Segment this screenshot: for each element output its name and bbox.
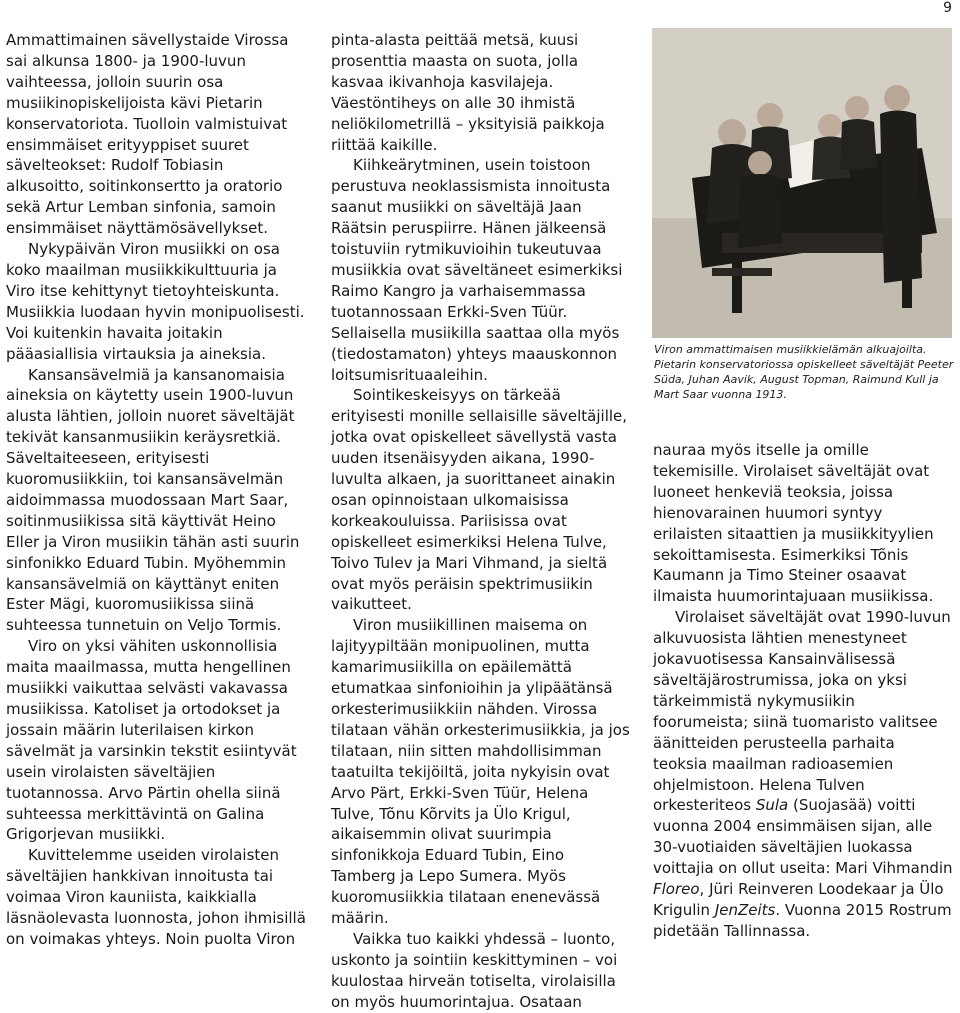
- photo-caption: [654, 342, 954, 402]
- page-number: 9: [943, 0, 952, 16]
- paragraph: nauraa myös itselle ja omille tekemisille. Virolaiset säveltäjät ovat luoneet henkeviä teoksia, joissa hienovarainen huumori syntyy erilaisten sitaattien ja musiikkityylien sekoittamisesta. Esimerkiksi Tõnis Kaumann ja Timo Steiner osaavat ilmaista huumorintajuaan musiikissa.: [653, 441, 934, 606]
- caption-text: Viron ammattimaisen musiikkielämän alkuajoilta. Pietarin konservatoriossa opiskelleet säveltäjät Peeter Süda, Juhan Aavik, August Topman, Raimund Kull ja Mart Saar vuonna 1913.: [654, 343, 954, 401]
- text-column-3: [653, 440, 953, 942]
- paragraph: [653, 607, 953, 942]
- paragraph: Kuvittelemme useiden virolaisten säveltäjien hankkivan innoitusta tai voimaa Viron kauniista, kaikkialla läsnäolevasta luonnosta, johon ihmisillä on voimakas yhteys. Noin puolta Viron: [6, 846, 306, 948]
- work-title: JenZeits: [714, 900, 776, 919]
- paragraph: Sointikeskeisyys on tärkeää erityisesti monille sellaisille säveltäjille, jotka ovat opiskelleet sävellystä vasta uuden itsenäisyyden aikana, 1990-luvulta alkaen, ja suorittaneet ainakin osan opinnoistaan ulkomaisissa korkeakouluissa. Pariisissa ovat opiskelleet esimerkiksi Helena Tulve, Toivo Tulev ja Mari Vihmand, ja sieltä ovat myös peräisin spektrimusiikin vaikutteet.: [331, 386, 628, 614]
- paragraph: Kansansävelmiä ja kansanomaisia aineksia on käytetty usein 1900-luvun alusta lähtien, jolloin nuoret säveltäjät tekivät kansanmusiikin keräysretkiä. Säveltaiteeseen, erityisesti kuoromusiikkiin, toi kansansävelmän aidoimmassa muodossaan Mart Saar, soitinmusiikissa sitä käyttivät Heino Eller ja Viron musiikin tähän asti suurin sinfonikko Eduard Tubin. Myöhemmin kansansävelmiä on käyttänyt eniten Ester Mägi, kuoromusiikissa siinä suhteessa tunnetuin on Veljo Tormis.: [6, 365, 300, 635]
- work-title: Floreo: [653, 880, 700, 899]
- paragraph: Nykypäivän Viron musiikki on osa koko maailman musiikkikulttuuria ja Viro itse kehittynyt tietoyhteiskunta. Musiikkia luodaan hyvin monipuolisesti. Voi kuitenkin havaita joitakin pääasiallisia virtauksia ja aineksia.: [6, 240, 305, 363]
- text-run: (Suojasää) voitti vuonna 2004 ensimmäisen sijan, alle 30-vuotiaiden säveltäjien luokassa voittajia on ollut useita: Mari Vihmandin: [653, 796, 953, 878]
- paragraph: Kiihkeärytminen, usein toistoon perustuva neoklassismista innoitusta saanut musiikki on säveltäjä Jaan Räätsin peruspiirre. Hänen jälkeensä toistuviin rytmikuvioihin tukeutuvaa musiikkia ovat säveltäneet esimerkiksi Raimo Kangro ja varhaisemmassa tuotannossaan Erkki-Sven Tüür. Sellaisella musiikilla saattaa olla myös (tiedostamaton) yhteys maauskonnon loitsumisrituaaleihin.: [331, 156, 623, 384]
- photo-illustration: [652, 28, 952, 338]
- text-run: Virolaiset säveltäjät ovat 1990-luvun alkuvuosista lähtien menestyneet jokavuotisessa Kansainvälisessä säveltäjärostrumissa, joka on yksi tärkeimmistä nykymusiikin foorumeista; siinä tuomaristo valitsee äänitteiden perusteella parhaita teoksia maailman radioasemien ohjelmistoon. Helena Tulven orkesteriteos: [653, 608, 951, 815]
- text-run: . Vuonna 2015 Rostrum pidetään Tallinnassa.: [653, 900, 952, 940]
- paragraph: Viron musiikillinen maisema on lajityypiltään monipuolinen, mutta kamarimusiikilla on epäilemättä etumatkaa sinfonioihin ja ylipäätänsä orkesterimusiikkiin nähden. Virossa tilataan vähän orkesterimusiikkia, ja jos tilataan, niin sitten mahdollisimman taatuilta tekijöiltä, joita nykyisin ovat Arvo Pärt, Erkki-Sven Tüür, Helena Tulve, Tõnu Kõrvits ja Ülo Krigul, aikaisemmin olivat suurimpia sinfonikkoja Eduard Tubin, Eino Tamberg ja Lepo Sumera. Myös kuoromusiikkia tilataan enenevässä määrin.: [331, 616, 630, 928]
- paragraph: pinta-alasta peittää metsä, kuusi prosenttia maasta on suota, jolla kasvaa ikivanhoja kasvilajeja. Väestöntiheys on alle 30 ihmistä neliökilometrillä – yksityisiä paikkoja riittää kaikille.: [331, 31, 605, 154]
- paragraph: Viro on yksi vähiten uskonnollisia maita maailmassa, mutta hengellinen musiikki vaikuttaa selvästi vakavassa musiikissa. Katoliset ja ortodokset ja jossain määrin luterilaisen kirkon sävelmät ja varsinkin tekstit esiintyvät usein virolaisten säveltäjien tuotannossa. Arvo Pärtin ohella siinä suhteessa merkittävintä on Galina Grigorjevan musiikki.: [6, 637, 297, 844]
- paragraph: Vaikka tuo kaikki yhdessä – luonto, uskonto ja sointiin keskittyminen – voi kuulostaa hirveän totiselta, virolaisilla on myös huumorintajua. Osataan: [331, 929, 618, 1011]
- text-column-2: [331, 30, 631, 1013]
- paragraph: Ammattimainen sävellystaide Virossa sai alkunsa 1800- ja 1900-luvun vaihteessa, jolloin suurin osa musiikinopiskelijoista kävi Pietarin konservatoriota. Tuolloin valmistuivat ensimmäiset erityyppiset suuret sävelteokset: Rudolf Tobiasin alkusoitto, soitinkonsertto ja oratorio sekä Artur Lemban sinfonia, samoin ensimmäiset näyttämösävellykset.: [6, 31, 289, 238]
- text-column-1: [6, 30, 306, 950]
- work-title: Sula: [755, 796, 789, 815]
- historical-photo: [652, 28, 952, 338]
- text-run: , Jüri Reinveren Loodekaar ja Ülo Krigulin: [653, 880, 944, 919]
